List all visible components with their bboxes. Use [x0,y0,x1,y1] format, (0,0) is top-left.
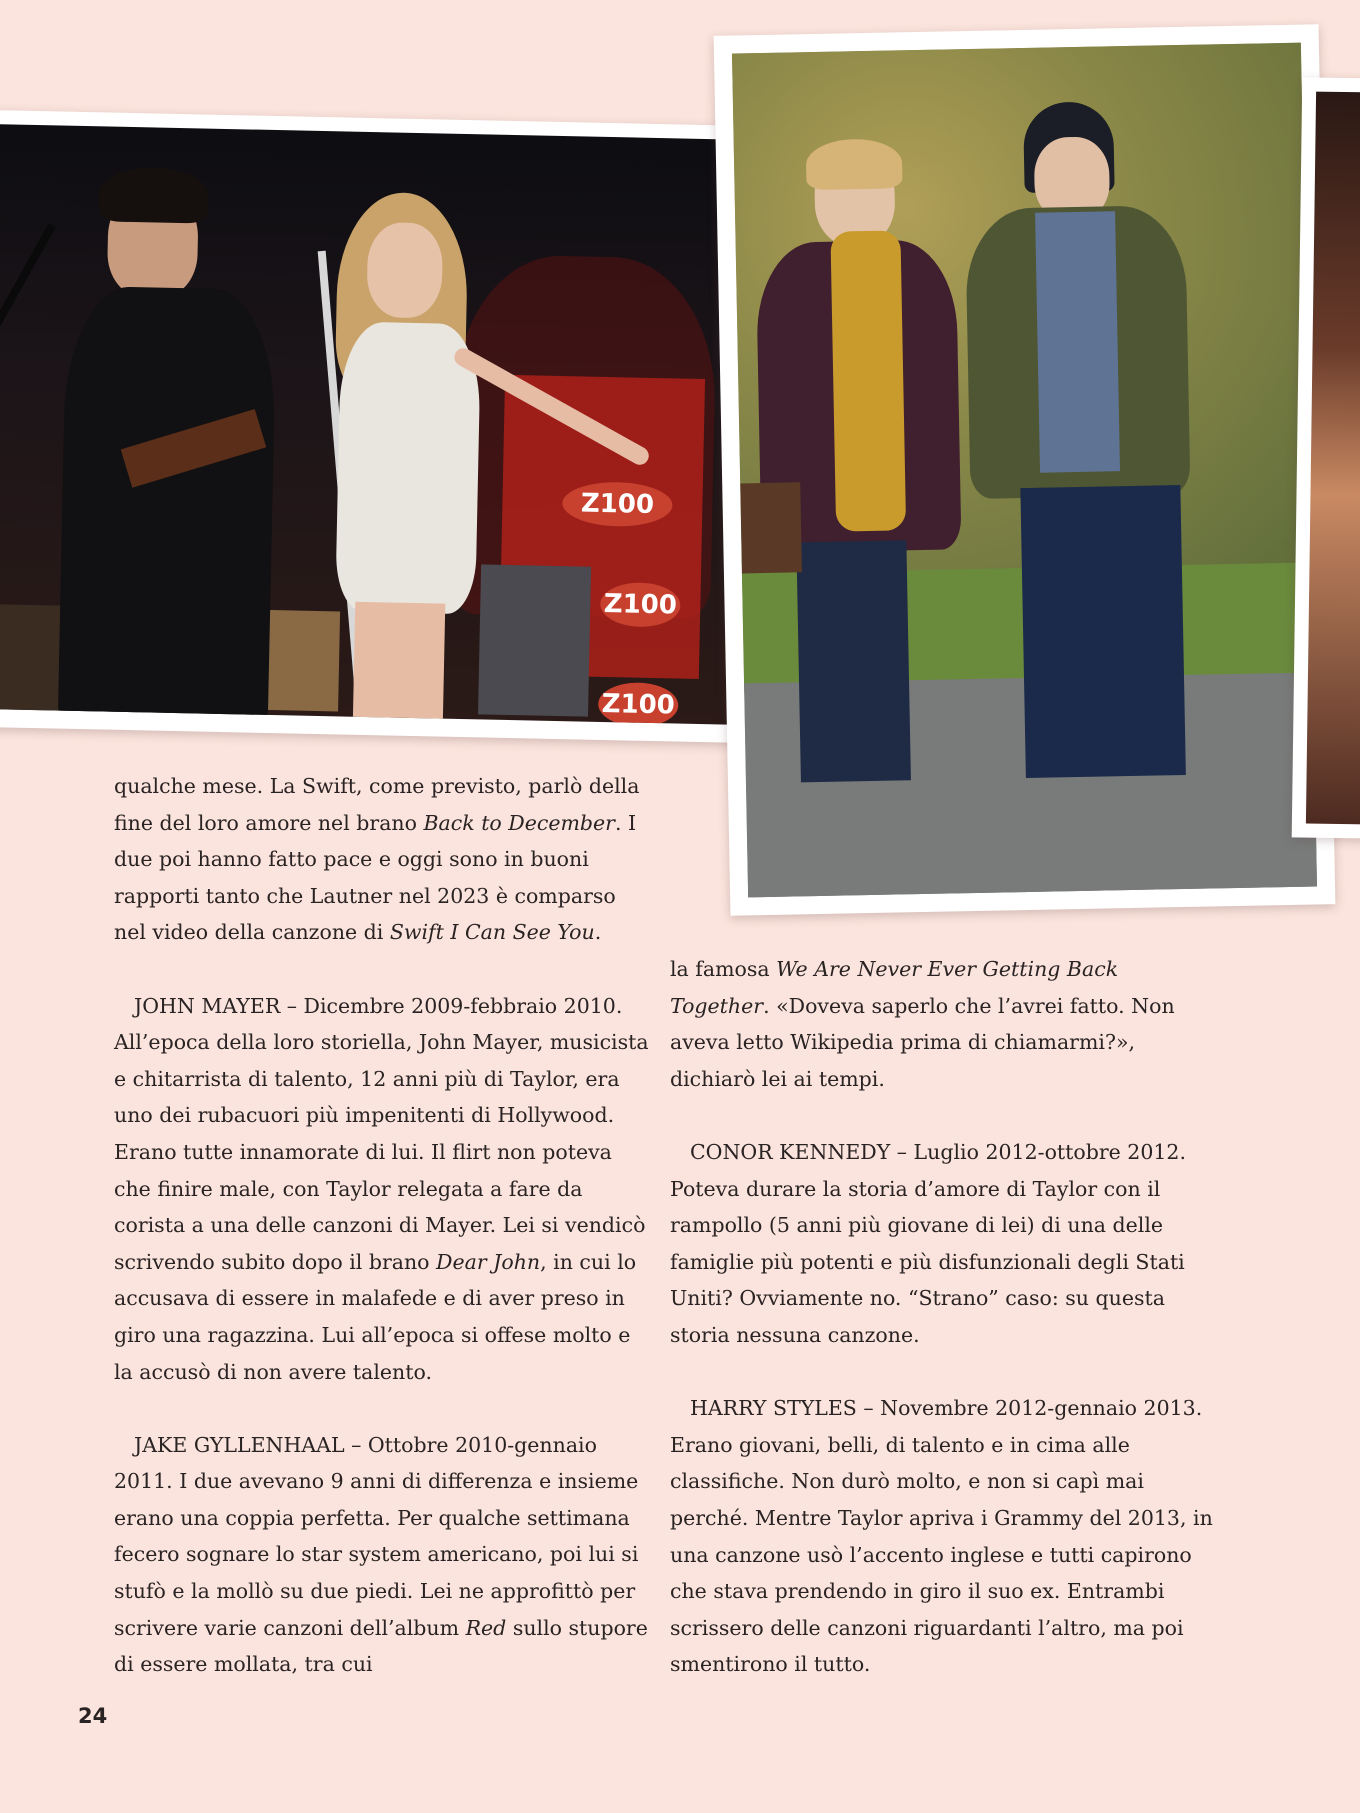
concert-photo [0,110,771,744]
paragraph-harry-styles: HARRY STYLES – Novembre 2012-gennaio 2013. Erano giovani, belli, di talento e in cima alle classifiche. Non durò molto, e non si capì mai perché. Mentre Taylor apriva i Grammy del 2013, in una canzone usò l’accento inglese e tutti capirono che stava prendendo in giro il suo ex. Entrambi scrissero delle canzoni riguardanti l’altro, ma poi smentirono il tutto. [670,1396,1213,1677]
stage-sign: Z100 [598,682,679,725]
paragraph-jake-gyllenhaal: JAKE GYLLENHAAL – Ottobre 2010-gennaio 2011. I due avevano 9 anni di differenza e insieme erano una coppia perfetta. Per qualche settimana fecero sognare lo star system americano, poi lui si stufò e la mollò su due piedi. Lei ne approfittò per scrivere varie canzoni dell’album Red sullo stupore di essere mollata, tra cui [114,1432,648,1677]
stage-sign: Z100 [600,582,681,628]
paragraph-red-continuation: la famosa We Are Never Ever Getting Back Together. «Doveva saperlo che l’avrei fatto. Non aveva letto Wikipedia prima di chiamarmi?», dichiarò lei ai tempi. [670,957,1175,1091]
paragraph-conor-kennedy: CONOR KENNEDY – Luglio 2012-ottobre 2012. Poteva durare la storia d’amore di Taylor con il rampollo (5 anni più giovane di lei) di una delle famiglie più potenti e più disfunzionali degli Stati Uniti? Ovviamente no. “Strano” caso: su questa storia nessuna canzone. [670,1139,1186,1347]
left-text-column [114,768,654,1683]
stage-sign: Z100 [562,481,673,527]
paragraph-john-mayer: JOHN MAYER – Dicembre 2009-febbraio 2010. All’epoca della loro storiella, John Mayer, musicista e chitarrista di talento, 12 anni più di Taylor, era uno dei rubacuori più impenitenti di Hollywood. Erano tutte innamorate di lui. Il flirt non poteva che finire male, con Taylor relegata a fare da corista a una delle canzoni di Mayer. Lei si vendicò scrivendo subito dopo il brano Dear John, in cui lo accusava di essere in malafede e di aver preso in giro una ragazzina. Lui all’epoca si offese molto e la accusò di non avere talento. [114,993,649,1384]
cropped-photo [1292,77,1360,838]
cropped-photo-image [1306,92,1360,825]
park-photo-image [732,43,1317,898]
page-number: 24 [78,1704,108,1728]
concert-photo-image [0,124,757,725]
paragraph-lautner-end: qualche mese. La Swift, come previsto, parlò della fine del loro amore nel brano Back to December. I due poi hanno fatto pace e oggi sono in buoni rapporti tanto che Lautner nel 2023 è comparso nel video della canzone di Swift I Can See You. [114,774,640,945]
park-photo [714,24,1336,915]
right-text-column [670,951,1218,1683]
